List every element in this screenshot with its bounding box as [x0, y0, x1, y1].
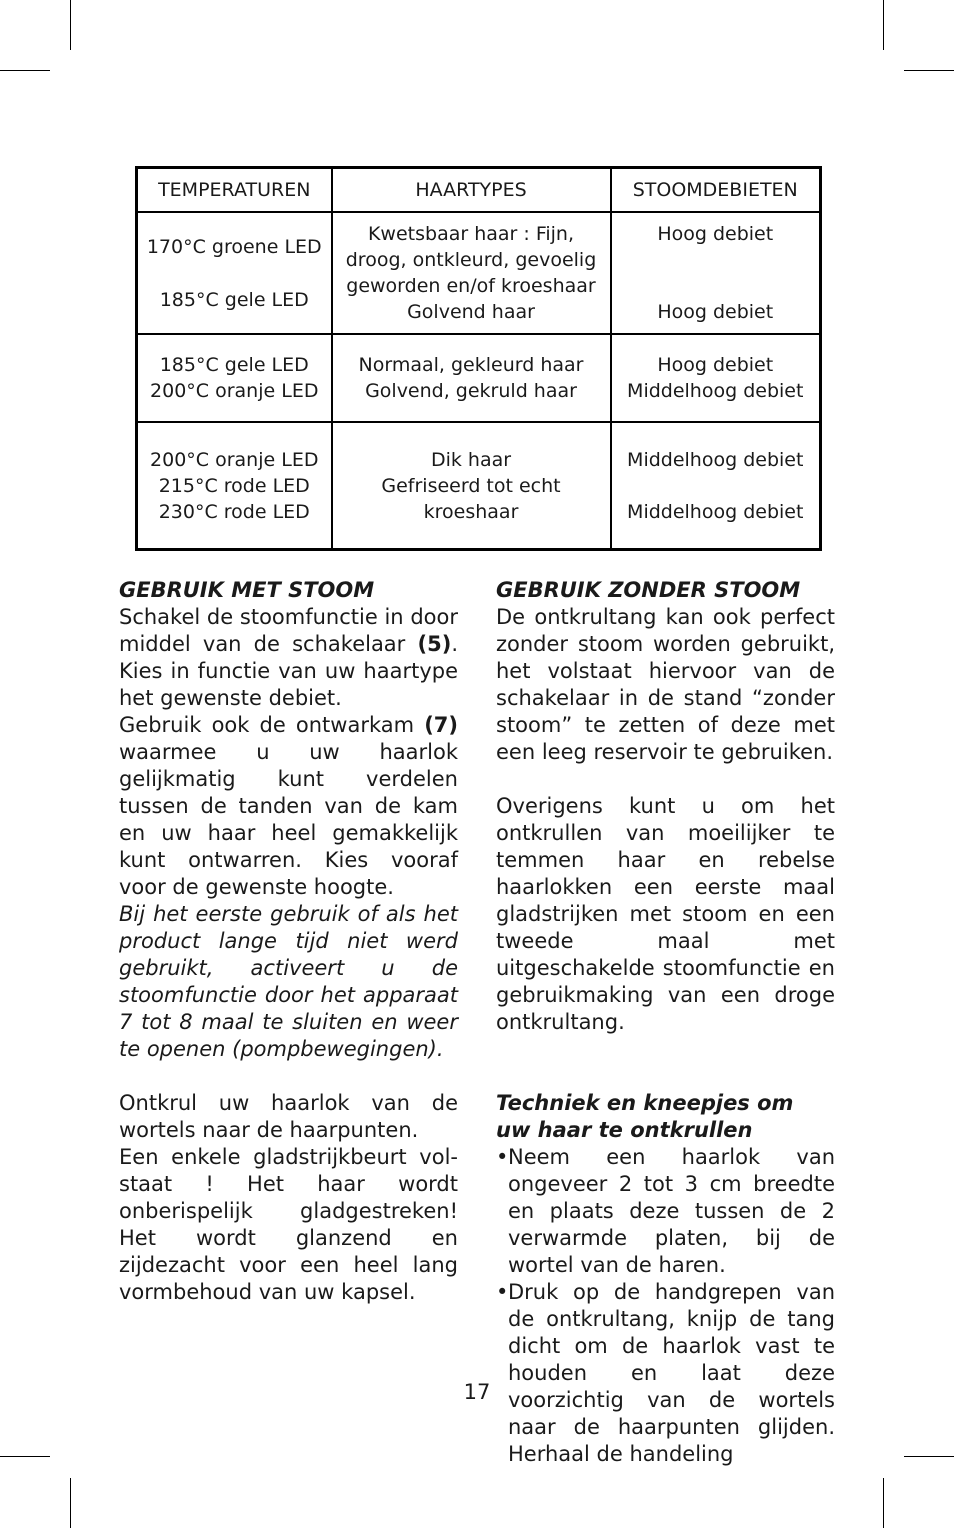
text-run: Gebruik ook de ontwarkam — [119, 713, 425, 737]
italic-note: Bij het eerste gebruik of als het product lange tijd niet werd gebruikt, activeert u de stoomfunctie door het apparaat 7 tot 8 maal te sluiten en weer te openen (pompbewegingen). — [119, 902, 458, 1061]
section-heading: GEBRUIK ZONDER STOOM — [496, 578, 801, 602]
list-item-text: Neem een haarlok van ongeveer 2 tot 3 cm breedte en plaats deze tussen de 2 verwarmde platen, bij de wortel van de haren. — [508, 1145, 835, 1277]
cell-line: Middelhoog debiet — [627, 380, 804, 402]
cell-line: Hoog debiet — [657, 354, 774, 376]
right-column — [496, 577, 835, 1468]
steam-cell — [611, 334, 821, 422]
paragraph: Ontkrul uw haarlok van de wortels naar de haarpunten. — [119, 1091, 458, 1142]
reference-number: (5) — [417, 632, 452, 656]
paragraph: De ontkrultang kan ook perfect zonder stoom worden gebruikt, het volstaat hiervoor van de schakelaar in de stand “zonder stoom” te zetten of deze met een leeg reservoir te gebruiken. — [496, 605, 835, 764]
cell-line: Middelhoog debiet — [627, 500, 804, 523]
text-run: . Kies in functie van uw haartype het gewenste debiet. — [119, 632, 458, 710]
crop-mark — [0, 1456, 50, 1457]
list-item — [496, 1279, 835, 1468]
crop-mark — [883, 0, 884, 50]
temperature-cell — [137, 334, 332, 422]
paragraph — [119, 712, 458, 901]
crop-mark — [70, 0, 71, 50]
crop-mark — [883, 1478, 884, 1528]
steam-cell — [611, 422, 821, 550]
cell-line: 185°C gele LED — [159, 288, 309, 311]
cell-line: geworden en/of kroeshaar — [346, 275, 596, 297]
crop-mark — [904, 1456, 954, 1457]
cell-line: 185°C gele LED — [159, 354, 309, 376]
cell-line: kroeshaar — [423, 500, 519, 523]
section-heading: GEBRUIK MET STOOM — [119, 578, 375, 602]
cell-line: Golvend haar — [407, 301, 535, 323]
paragraph — [119, 604, 458, 712]
column-header: STOOMDEBIETEN — [611, 168, 821, 213]
cell-line: Gefriseerd tot echt — [381, 474, 561, 497]
subsection-heading: Techniek en kneepjes om uw haar te ontkrullen — [496, 1091, 794, 1142]
crop-mark — [70, 1478, 71, 1528]
page-number: 17 — [463, 1380, 491, 1404]
cell-line: Hoog debiet — [657, 223, 774, 245]
table-header-row — [137, 168, 821, 213]
left-column — [119, 577, 458, 1306]
cell-line: Kwetsbaar haar : Fijn, — [367, 223, 575, 245]
temperature-cell — [137, 422, 332, 550]
column-header: TEMPERATUREN — [137, 168, 332, 213]
temperature-table — [135, 166, 822, 551]
bullet-icon: • — [496, 1145, 509, 1169]
paragraph: Een enkele gladstrijkbeurt vol-staat ! Het haar wordt onberispelijk gladgestreken! Het wordt glanzend en zijdezacht voor een heel lang vormbehoud van uw kapsel. — [119, 1145, 458, 1304]
crop-mark — [0, 70, 50, 71]
table-row — [137, 422, 821, 550]
table-row — [137, 212, 821, 334]
cell-line: 170°C groene LED — [146, 235, 322, 258]
cell-line: 230°C rode LED — [158, 500, 310, 523]
cell-line: Dik haar — [430, 448, 512, 471]
cell-line: 200°C oranje LED — [150, 448, 319, 471]
crop-mark — [904, 70, 954, 71]
reference-number: (7) — [424, 713, 458, 737]
steam-cell — [611, 212, 821, 334]
cell-line: Hoog debiet — [657, 301, 774, 323]
text-run: Schakel de stoomfunctie in door middel van de schakelaar — [119, 605, 458, 656]
list-item-text: Druk op de handgrepen van de ontkrultang, knijp de tang dicht om de haarlok vast te houden en laat deze voorzichtig van de wortels naar de haarpunten glijden. Herhaal de handeling — [508, 1280, 835, 1466]
bullet-icon: • — [496, 1280, 509, 1304]
cell-line: droog, ontkleurd, gevoelig — [345, 249, 597, 271]
cell-line: Normaal, gekleurd haar — [358, 354, 584, 376]
cell-line: Golvend, gekruld haar — [365, 380, 577, 402]
temperature-cell — [137, 212, 332, 334]
hair-type-cell — [332, 422, 611, 550]
list-item — [496, 1144, 835, 1279]
hair-type-cell — [332, 212, 611, 334]
cell-line: 200°C oranje LED — [150, 380, 319, 402]
cell-line: Middelhoog debiet — [627, 448, 804, 471]
table-row — [137, 334, 821, 422]
cell-line: 215°C rode LED — [158, 474, 310, 497]
text-run: waarmee u uw haarlok gelijkmatig kunt verdelen tussen de tanden van de kam en uw haar heel gemakkelijk kunt ontwarren. Kies vooraf voor de gewenste hoogte. — [119, 740, 458, 899]
paragraph: Overigens kunt u om het ontkrullen van moeilijker te temmen haar en rebelse haarlokken een eerste maal gladstrijken met stoom en een tweede maal met uitgeschakelde stoomfunctie en gebruikmaking van een droge ontkrultang. — [496, 794, 835, 1034]
hair-type-cell — [332, 334, 611, 422]
column-header: HAARTYPES — [332, 168, 611, 213]
